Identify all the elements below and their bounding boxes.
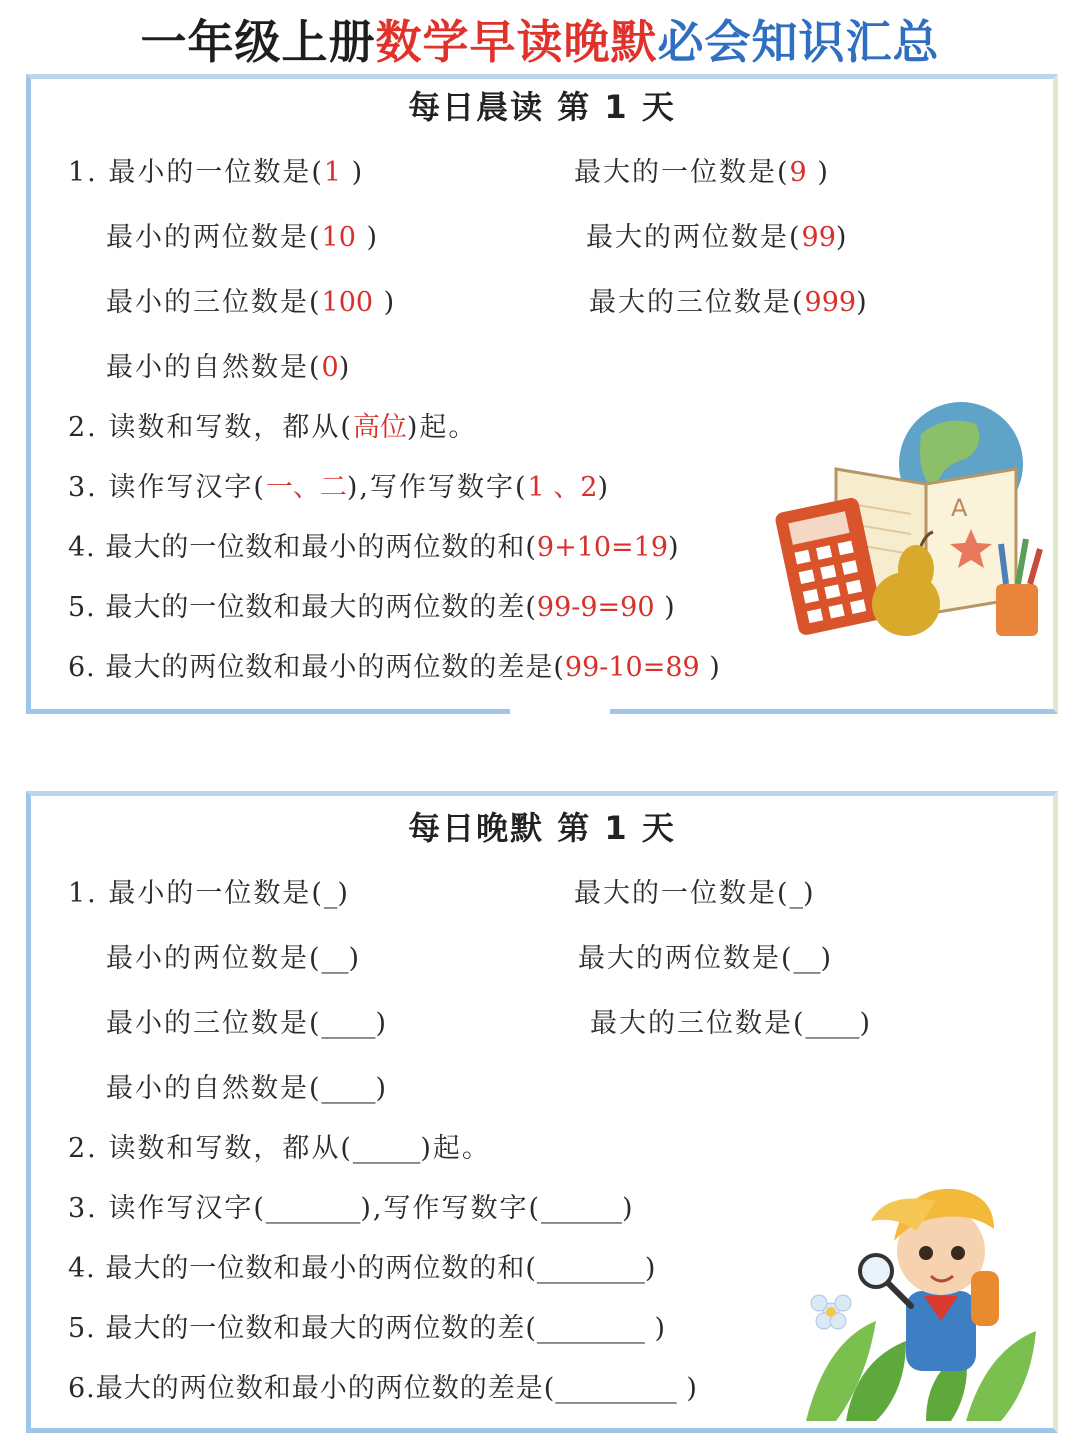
morning-line-6: 3. 读作写汉字(一、二),写作写数字(1 、2): [68, 472, 611, 503]
evening-line-1b: 最大的一位数是(_): [574, 878, 816, 909]
evening-line-3: 最小的三位数是(____): [106, 1008, 389, 1039]
title-part-2: 数学早读晚默: [375, 15, 658, 69]
evening-heading: 每日晚默 第 1 天: [408, 809, 676, 847]
evening-line-5: 2. 读数和写数，都从(_____)起。: [68, 1133, 491, 1164]
evening-line-3b: 最大的三位数是(____): [590, 1008, 873, 1039]
svg-text:A: A: [951, 494, 968, 522]
flower-icon: [811, 1295, 851, 1329]
morning-line-2: 最小的两位数是(10 ): [106, 222, 380, 253]
title-part-1: 一年级上册: [140, 15, 376, 69]
morning-line-1b: 最大的一位数是(9 ): [574, 157, 830, 188]
morning-line-1: 1. 最小的一位数是(1 ): [68, 157, 365, 188]
evening-line-9: 6.最大的两位数和最小的两位数的差是(_________ ): [68, 1373, 698, 1404]
morning-line-3b: 最大的三位数是(999): [589, 287, 869, 318]
morning-line-4: 最小的自然数是(0): [106, 352, 352, 383]
page-title: [0, 14, 1080, 70]
evening-panel: [26, 791, 1058, 1433]
morning-line-3: 最小的三位数是(100 ): [106, 287, 397, 318]
morning-heading: 每日晨读 第 1 天: [408, 88, 676, 126]
evening-line-8: 5. 最大的一位数和最大的两位数的差(________ ): [68, 1313, 667, 1344]
evening-line-1: 1. 最小的一位数是(_): [68, 878, 350, 909]
morning-line-9: 6. 最大的两位数和最小的两位数的差是(99-10=89 ): [68, 652, 721, 683]
morning-line-2b: 最大的两位数是(99): [586, 222, 849, 253]
morning-line-8: 5. 最大的一位数和最大的两位数的差(99-9=90 ): [68, 592, 676, 623]
morning-panel: [26, 74, 1058, 714]
pencil-cup-icon: [996, 539, 1040, 636]
morning-line-7: 4. 最大的一位数和最小的两位数的和(9+10=19): [68, 532, 680, 563]
morning-line-5: 2. 读数和写数，都从(高位)起。: [68, 412, 478, 443]
evening-line-6: 3. 读作写汉字(_______),写作写数字(______): [68, 1193, 635, 1224]
title-part-3: 必会知识汇总: [657, 15, 940, 69]
evening-line-2: 最小的两位数是(__): [106, 943, 362, 974]
evening-line-2b: 最大的两位数是(__): [578, 943, 834, 974]
boy-with-magnifier-illustration: [786, 1171, 1046, 1426]
evening-line-4: 最小的自然数是(____): [106, 1073, 389, 1104]
school-supplies-illustration: [756, 394, 1046, 644]
evening-line-7: 4. 最大的一位数和最小的两位数的和(________): [68, 1253, 657, 1284]
frame-gap: [510, 707, 610, 716]
